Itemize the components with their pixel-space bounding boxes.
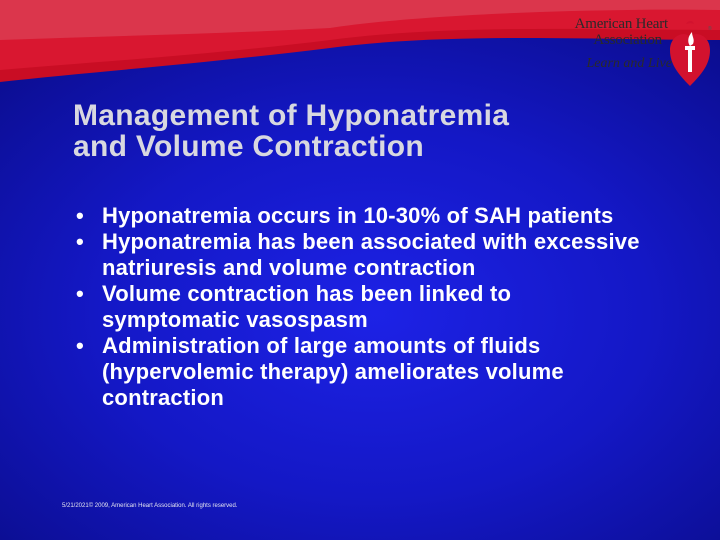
tagline: Learn and Live xyxy=(586,56,672,71)
bullet-marker: • xyxy=(76,203,84,228)
slide-title xyxy=(73,100,509,162)
title-line-2: and Volume Contraction xyxy=(73,130,425,163)
org-name-line1: American Heart xyxy=(574,16,668,32)
bullet-marker: • xyxy=(76,281,84,306)
org-name-line2: Association xyxy=(593,32,662,48)
copyright-footer: 5/21/2021© 2009, American Heart Association. All rights reserved. xyxy=(62,503,238,509)
bullet-text: Volume contraction has been linked to symptomatic vasospasm xyxy=(102,281,512,332)
heart-torch-icon xyxy=(668,18,712,88)
bullet-list xyxy=(76,203,686,411)
bullet-marker: • xyxy=(76,229,84,254)
bullet-text: Hyponatremia occurs in 10-30% of SAH patients xyxy=(102,203,614,228)
bullet-item xyxy=(76,203,686,229)
svg-text:®: ® xyxy=(708,26,712,32)
bullet-text: Hyponatremia has been associated with excessive natriuresis and volume contraction xyxy=(102,229,640,280)
bullet-text: Administration of large amounts of fluids (hypervolemic therapy) ameliorates volume contraction xyxy=(102,333,564,410)
bullet-item xyxy=(76,281,686,333)
bullet-item xyxy=(76,333,686,411)
bullet-item xyxy=(76,229,686,281)
bullet-marker: • xyxy=(76,333,84,358)
title-line-1: Management of Hyponatremia xyxy=(73,99,510,132)
